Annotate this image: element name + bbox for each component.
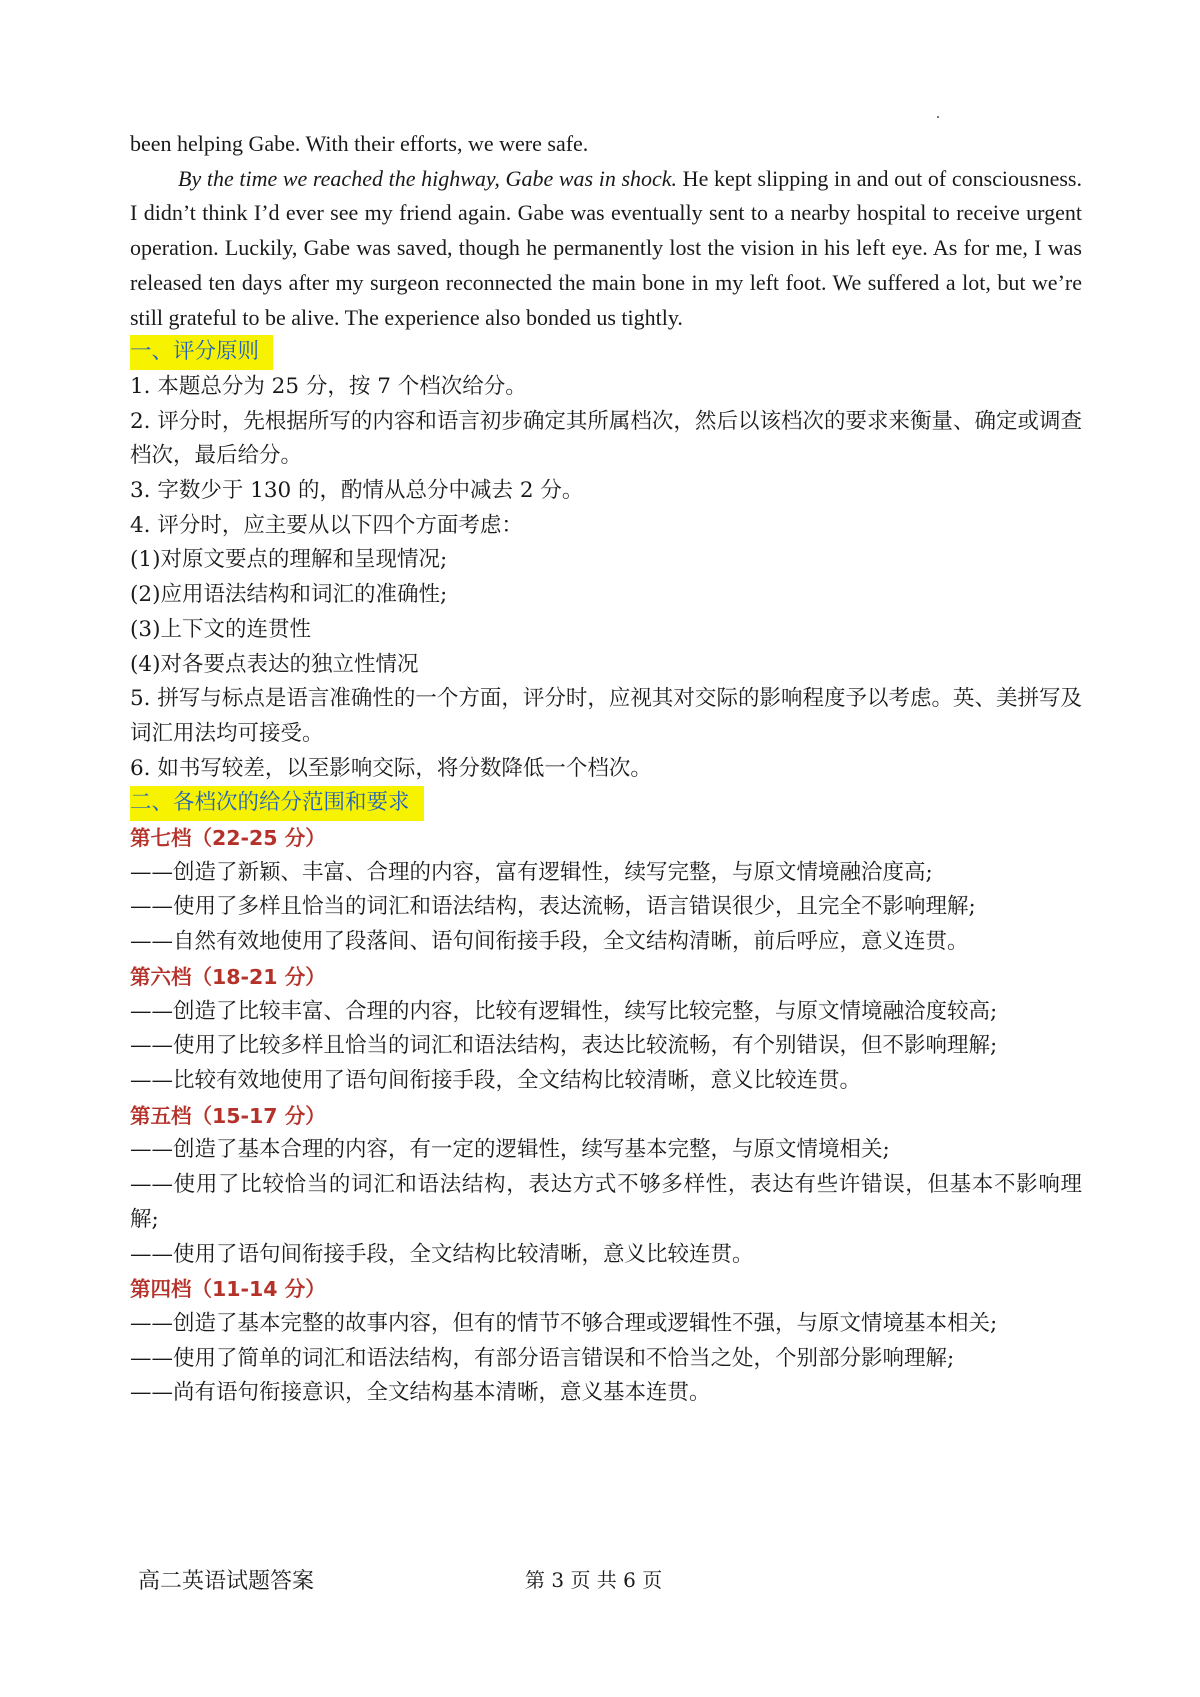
grade-band-7 [130, 821, 1082, 960]
grade-title: 第四档（11-14 分） [130, 1277, 326, 1302]
grade-band-6 [130, 960, 1082, 1099]
footer-page-number: 第 3 页 共 6 页 [525, 1568, 663, 1592]
footer-document-title: 高二英语试题答案 [138, 1569, 315, 1594]
principle-subitem: (2)应用语法结构和词汇的准确性; [130, 582, 448, 608]
grade-criterion: ——使用了简单的词汇和语法结构，有部分语言错误和不恰当之处，个别部分影响理解; [130, 1345, 955, 1371]
grade-title: 第六档（18-21 分） [130, 964, 326, 989]
grade-criterion: ——使用了多样且恰当的词汇和语法结构，表达流畅，语言错误很少，且完全不影响理解; [130, 894, 976, 920]
scan-speck [937, 116, 939, 118]
passage-paragraph-1: been helping Gabe. With their efforts, we were safe. [130, 131, 589, 156]
passage-paragraph-2 [130, 162, 1082, 336]
grade-criterion: ——创造了比较丰富、合理的内容，比较有逻辑性，续写比较完整，与原文情境融洽度较高; [130, 998, 998, 1024]
principle-item: 1. 本题总分为 25 分，按 7 个档次给分。 [130, 373, 527, 399]
principle-subitem: (3)上下文的连贯性 [130, 616, 311, 642]
principle-item: 5. 拼写与标点是语言准确性的一个方面，评分时，应视其对交际的影响程度予以考虑。英、美拼写及词汇用法均可接受。 [130, 686, 1082, 746]
grade-criterion: ——使用了比较恰当的词汇和语法结构，表达方式不够多样性，表达有些许错误，但基本不影响理解; [130, 1172, 1082, 1232]
grade-criterion: ——自然有效地使用了段落间、语句间衔接手段，全文结构清晰，前后呼应，意义连贯。 [130, 929, 969, 955]
grade-title: 第五档（15-17 分） [130, 1103, 326, 1128]
page-footer [130, 1564, 1082, 1598]
grade-criterion: ——尚有语句衔接意识，全文结构基本清晰，意义基本连贯。 [130, 1380, 711, 1406]
grade-title: 第七档（22-25 分） [130, 826, 326, 851]
english-passage [130, 127, 1082, 335]
principle-subitem: (1)对原文要点的理解和呈现情况; [130, 547, 448, 573]
section-heading: 二、各档次的给分范围和要求 [130, 786, 424, 821]
grade-criterion: ——创造了新颖、丰富、合理的内容，富有逻辑性，续写完整，与原文情境融洽度高; [130, 859, 933, 885]
grade-band-4 [130, 1272, 1082, 1411]
section-scoring-principles [130, 335, 1082, 786]
principle-item: 4. 评分时，应主要从以下四个方面考虑： [130, 512, 523, 538]
principle-subitem: (4)对各要点表达的独立性情况 [130, 651, 419, 677]
section-grade-bands [130, 786, 1082, 1411]
grade-criterion: ——比较有效地使用了语句间衔接手段，全文结构比较清晰，意义比较连贯。 [130, 1067, 862, 1093]
grade-criterion: ——创造了基本合理的内容，有一定的逻辑性，续写基本完整，与原文情境相关; [130, 1137, 890, 1163]
grade-criterion: ——使用了语句间衔接手段，全文结构比较清晰，意义比较连贯。 [130, 1241, 754, 1267]
principle-item: 3. 字数少于 130 的，酌情从总分中减去 2 分。 [130, 478, 584, 504]
paragraph-body: He kept slipping in and out of consciousness. I didn’t think I’d ever see my friend again. Gabe was eventually sent to a nearby hospital to receive urgent operation. Luckily, Gabe was saved, though he permanently lost the vision in his left eye. As for me, I was released ten days after my surgeon reconnected the main bone in my left foot. We suffered a lot, but we’re still grateful to be alive. The experience also bonded us tightly. [130, 165, 1082, 330]
grade-criterion: ——创造了基本完整的故事内容，但有的情节不够合理或逻辑性不强，与原文情境基本相关; [130, 1310, 998, 1336]
principle-item: 2. 评分时，先根据所写的内容和语言初步确定其所属档次，然后以该档次的要求来衡量、确定或调查档次，最后给分。 [130, 408, 1082, 469]
grade-band-5 [130, 1099, 1082, 1273]
principle-item: 6. 如书写较差，以至影响交际，将分数降低一个档次。 [130, 755, 652, 781]
page-content [130, 127, 1082, 1411]
grade-criterion: ——使用了比较多样且恰当的词汇和语法结构，表达比较流畅，有个别错误，但不影响理解; [130, 1033, 998, 1059]
paragraph-lead-sentence: By the time we reached the highway, Gabe was in shock. [178, 165, 678, 191]
section-heading: 一、评分原则 [130, 335, 273, 370]
